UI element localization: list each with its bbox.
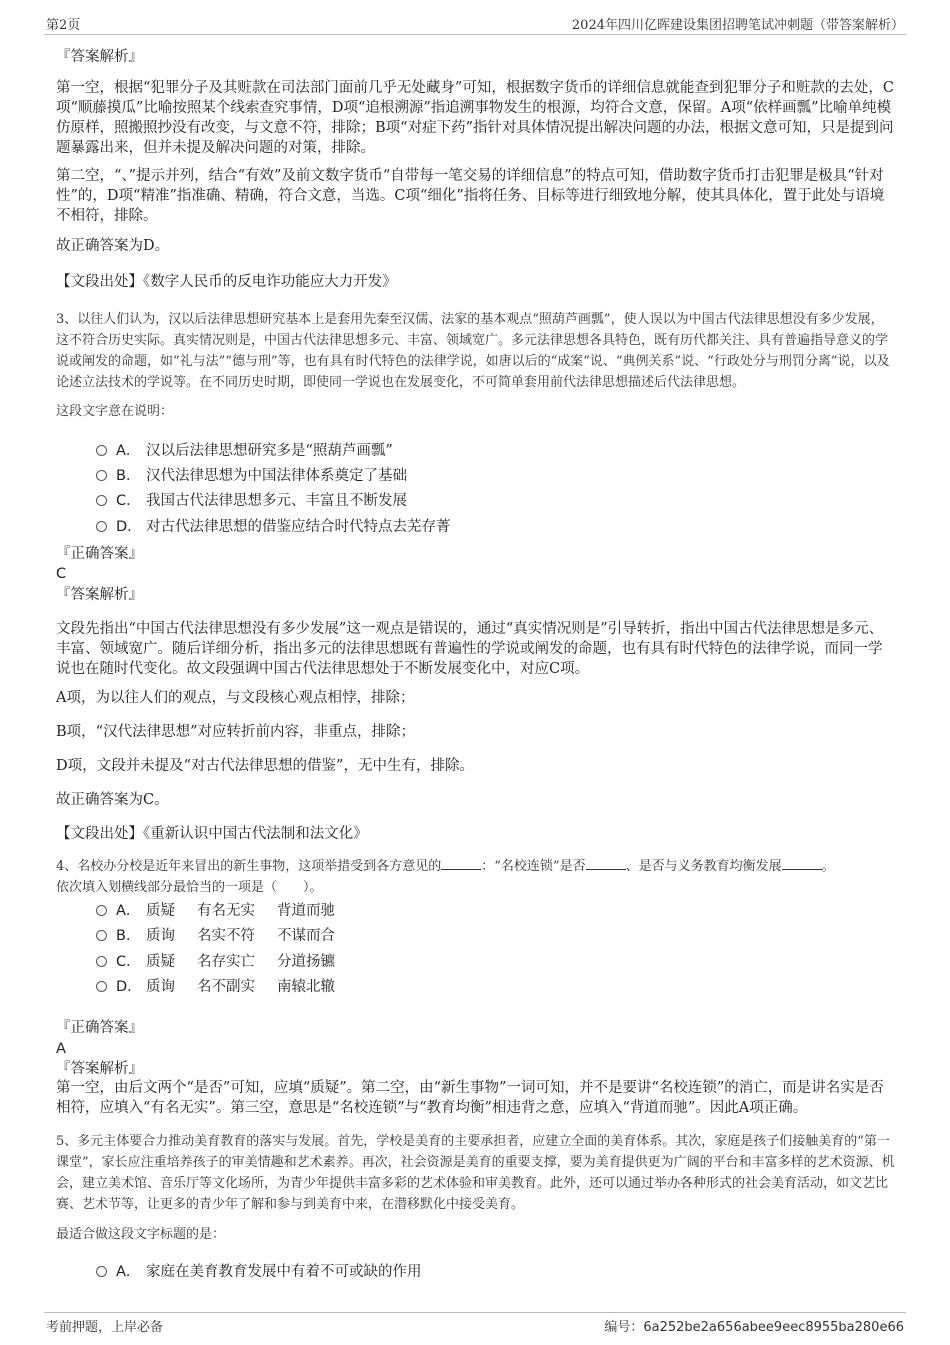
q3-answer-label: 『正确答案』 xyxy=(56,546,143,562)
q5-prompt: 最适合做这段文字标题的是： xyxy=(56,1227,226,1242)
q3-option-c[interactable]: C． 我国古代法律思想多元、丰富且不断发展 xyxy=(96,491,407,511)
q3-analysis-para4: D项，文段并未提及“对古代法律思想的借鉴”，无中生有，排除。 xyxy=(56,758,474,774)
q3-stem: 3、以往人们认为，汉以后法律思想研究基本上是套用先秦至汉儒、法家的基本观点“照葫芦画瓢”，使人误以为中国古代法律思想没有多少发展，这不符合历史实际。真实情况则是，中国古代法律思想多元、丰富、领域宽广。多元法律思想各具特色，既有历代都关注、具有普遍指导意义的学说或阐发的命题，如“礼与法”“德与刑”等，也有具有时代特色的法律学说，如唐以后的“成案”说、“典例关系”说、“行政处分与刑罚分离”说，以及论述立法技术的学说等。在不同历史时期，即使同一学说也在发展变化，不可简单套用前代法律思想描述后代法律思想。 xyxy=(56,312,890,390)
document-id: 编号：6a252be2a656abee9eec8955ba280e66 xyxy=(604,1320,904,1335)
radio-icon[interactable] xyxy=(96,905,107,916)
q3-option-b[interactable]: B． 汉代法律思想为中国法律体系奠定了基础 xyxy=(96,466,407,486)
q3-analysis-label: 『答案解析』 xyxy=(56,587,143,603)
page-footer xyxy=(44,1312,906,1333)
q4-option-c[interactable]: C． 质疑 名存实亡 分道扬镳 xyxy=(96,952,335,972)
page-header xyxy=(44,12,906,35)
q3-prompt: 这段文字意在说明： xyxy=(56,404,174,419)
blank-line xyxy=(586,857,626,870)
q3-source: 【文段出处】《重新认识中国古代法制和法文化》 xyxy=(56,826,368,842)
radio-icon[interactable] xyxy=(96,521,107,532)
q4-stem: 4、名校办分校是近年来冒出的新生事物，这项举措受到各方意见的 ：“名校连锁”是否 、是否与义务教育均衡发展 。 依次填入划横线部分最恰当的一项是（ ）。 xyxy=(56,859,835,895)
q2-analysis-para2: 第二空，“、”提示并列，结合“有效”及前文数字货币“自带每一笔交易的详细信息”的特点可知，借助数字货币打击犯罪是极具“针对性”的，D项“精准”指准确、精确，符合文意，当选。C项“细化”指将任务、目标等进行细致地分解，使其具体化，置于此处与语境不相符，排除。 xyxy=(56,168,885,224)
q2-analysis-para1: 第一空，根据“犯罪分子及其赃款在司法部门面前几乎无处藏身”可知，根据数字货币的详细信息就能查到犯罪分子和赃款的去处，C项“顺藤摸瓜”比喻按照某个线索查究事情，D项“追根溯源”指追溯事物发生的根源，均符合文意，保留。A项“依样画瓢”比喻单纯模仿原样，照搬照抄没有改变，与文意不符，排除；B项“对症下药”指针对具体情况提出解决问题的办法，根据文意可知，只是提到问题暴露出来，但并未提及解决问题的对策，排除。 xyxy=(56,80,894,156)
document-title: 2024年四川亿晖建设集团招聘笔试冲刺题（带答案解析） xyxy=(571,18,904,33)
q4-answer-label: 『正确答案』 xyxy=(56,1020,143,1036)
q3-analysis-para2: A项，为以往人们的观点，与文段核心观点相悖，排除； xyxy=(56,690,415,706)
q3-conclusion: 故正确答案为C。 xyxy=(56,792,169,808)
q2-source: 【文段出处】《数字人民币的反电诈功能应大力开发》 xyxy=(56,274,397,290)
q4-option-d[interactable]: D． 质询 名不副实 南辕北辙 xyxy=(96,977,335,997)
q4-analysis-label: 『答案解析』 xyxy=(56,1061,143,1077)
radio-icon[interactable] xyxy=(96,445,107,456)
q5-option-a[interactable]: A． 家庭在美育教育发展中有着不可或缺的作用 xyxy=(96,1262,422,1282)
radio-icon[interactable] xyxy=(96,495,107,506)
q2-analysis-label: 『答案解析』 xyxy=(56,49,143,65)
radio-icon[interactable] xyxy=(96,930,107,941)
q2-conclusion: 故正确答案为D。 xyxy=(56,238,170,254)
radio-icon[interactable] xyxy=(96,1266,107,1277)
footer-slogan: 考前押题，上岸必备 xyxy=(46,1320,164,1335)
q3-answer: C xyxy=(56,566,67,582)
page-number: 第2页 xyxy=(46,18,81,33)
q4-analysis: 第一空，由后文两个“是否”可知，应填“质疑”。第二空，由“新生事物”一词可知，并不是要讲“名校连锁”的消亡，而是讲名实是否相符，应填入“有名无实”。第三空，意思是“名校连锁”与“教育均衡”相违背之意，应填入“背道而驰”。因此A项正确。 xyxy=(56,1080,884,1116)
radio-icon[interactable] xyxy=(96,981,107,992)
blank-line xyxy=(441,857,481,870)
q3-option-a[interactable]: A． 汉以后法律思想研究多是“照葫芦画瓢” xyxy=(96,441,393,461)
q4-option-a[interactable]: A． 质疑 有名无实 背道而驰 xyxy=(96,901,335,921)
q5-stem: 5、多元主体要合力推动美育教育的落实与发展。首先，学校是美育的主要承担者，应建立全面的美育体系。其次，家庭是孩子们接触美育的“第一课堂”，家长应注重培养孩子的审美情趣和艺术素养。再次，社会资源是美育的重要支撑，要为美育提供更为广阔的平台和丰富多样的艺术资源、机会，建立美术馆、音乐厅等文化场所，为青少年提供丰富多彩的艺术体验和审美教育。此外，还可以通过举办各种形式的社会美育活动，如文艺比赛、艺术节等，让更多的青少年了解和参与到美育中来，在潜移默化中接受美育。 xyxy=(56,1134,895,1212)
radio-icon[interactable] xyxy=(96,956,107,967)
q3-analysis-para3: B项，“汉代法律思想”对应转折前内容，非重点，排除； xyxy=(56,724,415,740)
q3-option-d[interactable]: D． 对古代法律思想的借鉴应结合时代特点去芜存菁 xyxy=(96,517,451,537)
q3-analysis-para1: 文段先指出“中国古代法律思想没有多少发展”这一观点是错误的，通过“真实情况则是”引导转折，指出中国古代法律思想是多元、丰富、领域宽广。随后详细分析，指出多元的法律思想既有普遍性的学说或阐发的命题，也有具有时代特色的法律学说，而同一学说也在随时代变化。故文段强调中国古代法律思想处于不断发展变化中，对应C项。 xyxy=(56,621,884,677)
radio-icon[interactable] xyxy=(96,470,107,481)
q4-option-b[interactable]: B． 质询 名实不符 不谋而合 xyxy=(96,926,335,946)
q4-answer: A xyxy=(56,1041,66,1057)
blank-line xyxy=(782,857,822,870)
